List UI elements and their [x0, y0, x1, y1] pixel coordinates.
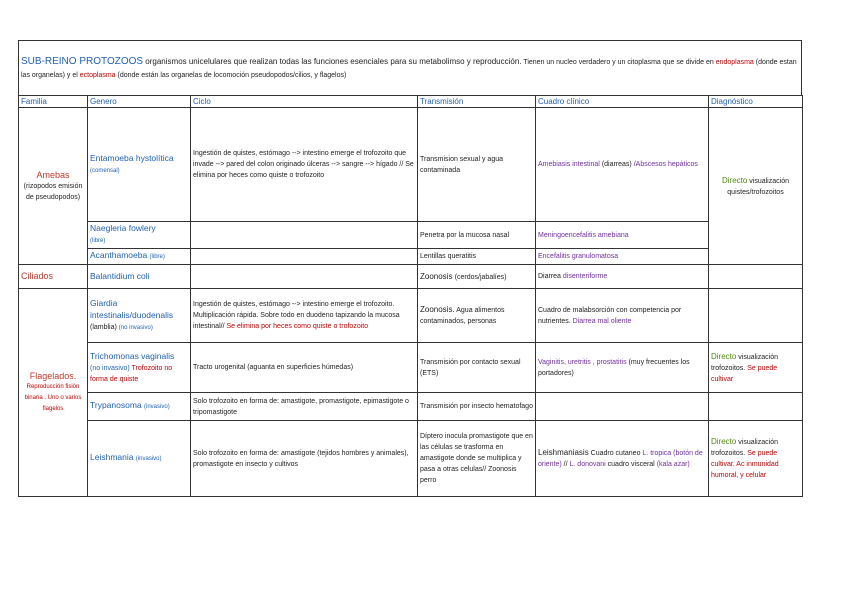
- family-amebas-label: Amebas: [36, 169, 70, 180]
- sheet-header: [18, 40, 802, 95]
- trans-trichomonas: Transmisión por contacto sexual (ETS): [418, 343, 536, 393]
- table-row: [19, 222, 803, 249]
- genus-entamoeba: [88, 108, 191, 222]
- clinic-leishmania: Leishmaniasis Cuadro cutaneo L. tropica (botón de oriente) // L. donovani cuadro visceral (kala azar): [536, 421, 709, 497]
- table-row: [19, 108, 803, 222]
- cycle-giardia: Ingestión de quistes, estómago --> intestino emerge el trofozoito. Multiplicación rápida. Sobre todo en duodeno tapizando la mucosa intestinal// Se elimina por heces como quiste o trofozoito: [191, 289, 418, 343]
- clinic-giardia: Cuadro de malabsorción con competencia por nutrientes. Diarrea mal oliente: [536, 289, 709, 343]
- cycle-acanthamoeba: [191, 249, 418, 265]
- clinic-balantidium: Diarrea disenteriforme: [536, 265, 709, 289]
- col-transmision: Transmisión: [418, 96, 536, 108]
- col-ciclo: Ciclo: [191, 96, 418, 108]
- family-ciliados: Ciliados: [19, 265, 88, 289]
- diag-amebas: Directo visualización quistes/trofozoitos: [709, 108, 803, 265]
- clinic-trypanosoma: [536, 393, 709, 421]
- trans-giardia: Zoonosis. Agua alimentos contaminados, personas: [418, 289, 536, 343]
- genus-naegleria: Naegleria fowlery (libre): [88, 222, 191, 249]
- trans-naegleria: Penetra por la mucosa nasal: [418, 222, 536, 249]
- table-row: [19, 343, 803, 393]
- col-familia: Familia: [19, 96, 88, 108]
- trans-entamoeba: Transmision sexual y agua contaminada: [418, 108, 536, 222]
- summary-sheet: [18, 40, 802, 497]
- endo-note: (donde estan las organelas) y el: [21, 59, 797, 79]
- trans-leishmania: Díptero inocula promastigote que en las células se trasforma en amastigote donde se multiplica y pasa a otras celulas// Zoonosis perro: [418, 421, 536, 497]
- table-row: [19, 289, 803, 343]
- cycle-trypanosoma: Solo trofozoito en forma de: amastigote, promastigote, epimastigote o tripomastigote: [191, 393, 418, 421]
- cycle-naegleria: [191, 222, 418, 249]
- table-row: [19, 249, 803, 265]
- trans-acanthamoeba: Lentillas queratitis: [418, 249, 536, 265]
- sheet-title: SUB-REINO PROTOZOOS: [21, 56, 144, 67]
- diag-giardia: [709, 289, 803, 343]
- diag-leishmania: Directo visualización trofozoitos. Se puede cultivar. Ac inmunidad humoral, y celular: [709, 421, 803, 497]
- clinic-entamoeba: Amebiasis intestinal (diarreas) /Abscesos hepáticos: [536, 108, 709, 222]
- family-flagelados: Flagelados. Reproducción fisión binaria . Uno o varios flagelos: [19, 289, 88, 497]
- ectoplasma-term: ectoplasma: [79, 72, 116, 79]
- col-genero: Genero: [88, 96, 191, 108]
- intro-text: organismos unicelulares que realizan todas las funciones esenciales para su metabolimso y reproducción.: [143, 57, 522, 66]
- diag-trypanosoma: [709, 393, 803, 421]
- genus-trypanosoma: Trypanosoma (invasivo): [88, 393, 191, 421]
- col-diagnostico: Diagnóstico: [709, 96, 803, 108]
- protozoa-table: [18, 95, 803, 497]
- genus-entamoeba-label: Entamoeba hystolítica: [90, 152, 174, 163]
- genus-giardia: Giardia intestinalis/duodenalis (lamblia) (no invasivo): [88, 289, 191, 343]
- ecto-note: (donde están las organelas de locomoción pseudopodos/cilios, y flagelos): [115, 72, 347, 79]
- trans-balantidium: Zoonosis (cerdos/jabalíes): [418, 265, 536, 289]
- family-amebas-note: (rizopodos emisión de pseudopodos): [23, 182, 83, 201]
- nucleus-note: Tienen un nucleo verdadero y un citoplasma que se divide en: [521, 59, 716, 66]
- trans-trypanosoma: Transmisión por insecto hematofago: [418, 393, 536, 421]
- table-row: [19, 393, 803, 421]
- cycle-balantidium: [191, 265, 418, 289]
- genus-leishmania: Leishmania (invasivo): [88, 421, 191, 497]
- cycle-entamoeba: Ingestión de quistes, estómago --> intestino emerge el trofozoito que invade --> pared del colon originado úlceras --> sangre --> hígado // Se elimina por heces como quiste o trofozoito: [191, 108, 418, 222]
- table-row: [19, 421, 803, 497]
- family-amebas: [19, 108, 88, 265]
- table-row: [19, 265, 803, 289]
- endoplasma-term: endoplasma: [715, 59, 754, 66]
- diag-balantidium: [709, 265, 803, 289]
- genus-trichomonas: Trichomonas vaginalis (no invasivo) Trofozoito no forma de quiste: [88, 343, 191, 393]
- genus-acanthamoeba: Acanthamoeba (libre): [88, 249, 191, 265]
- clinic-naegleria: Meningoencefalitis amebiana: [536, 222, 709, 249]
- cycle-leishmania: Solo trofozoito en forma de: amastigote (tejidos hombres y animales), promastigote en insecto y cultivos: [191, 421, 418, 497]
- col-cuadro-clinico: Cuadro clínico: [536, 96, 709, 108]
- diag-trichomonas: Directo visualización trofozoitos. Se puede cultivar: [709, 343, 803, 393]
- table-header-row: [19, 96, 803, 108]
- clinic-trichomonas: Vaginitis, uretritis , prostatitis (muy frecuentes los portadores): [536, 343, 709, 393]
- cycle-trichomonas: Tracto urogenital (aguanta en superficies húmedas): [191, 343, 418, 393]
- genus-balantidium: Balantidium coli: [88, 265, 191, 289]
- genus-entamoeba-note: (comensal): [90, 167, 120, 174]
- clinic-acanthamoeba: Encefalitis granulomatosa: [536, 249, 709, 265]
